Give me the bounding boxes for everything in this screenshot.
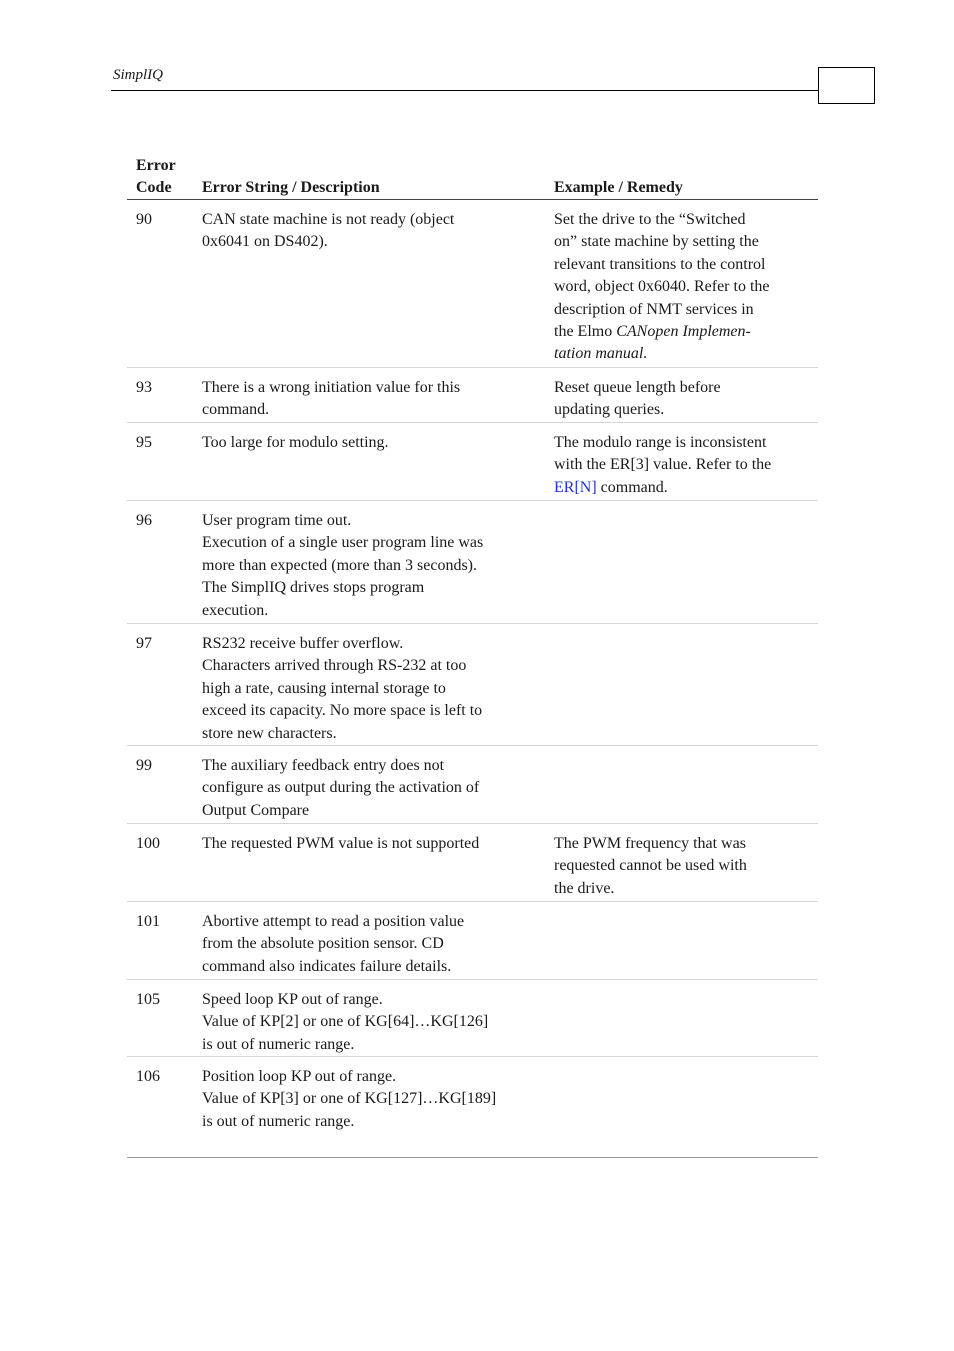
- remedy-line: relevant transitions to the control: [554, 255, 766, 273]
- description-line: CAN state machine is not ready (object: [202, 211, 455, 228]
- header-code-line1: Error: [136, 157, 176, 174]
- description-line: command.: [202, 401, 270, 419]
- table-header: [127, 150, 818, 200]
- error-code: 100: [136, 835, 160, 852]
- table-row: [127, 624, 818, 746]
- description-line: from the absolute position sensor. CD: [202, 935, 444, 953]
- error-code: 97: [136, 635, 152, 652]
- remedy-text: the Elmo: [554, 323, 617, 341]
- description-line: command also indicates failure details.: [202, 957, 452, 975]
- error-description: [202, 510, 542, 622]
- error-remedy: [554, 833, 816, 900]
- table-row: [127, 902, 818, 980]
- error-code: 90: [136, 211, 152, 228]
- header-remedy: Example / Remedy: [554, 179, 683, 196]
- description-line: Speed loop KP out of range.: [202, 991, 383, 1008]
- description-line: 0x6041 on DS402).: [202, 233, 328, 251]
- remedy-line: Reset queue length before: [554, 379, 721, 396]
- error-code: 96: [136, 512, 152, 529]
- description-line: Execution of a single user program line was: [202, 534, 484, 552]
- table-row: [127, 1057, 818, 1158]
- error-remedy: [554, 432, 816, 499]
- description-line: The requested PWM value is not supported: [202, 835, 480, 852]
- error-description: [202, 911, 542, 978]
- running-header-title: SimplIQ: [113, 67, 163, 83]
- error-description: [202, 377, 542, 422]
- er-n-command-link[interactable]: ER[N]: [554, 478, 597, 496]
- description-line: User program time out.: [202, 512, 352, 529]
- header-code-line2: Code: [136, 179, 172, 196]
- error-description: [202, 833, 542, 855]
- manual-title-italic: tation manual.: [554, 345, 648, 363]
- description-line: is out of numeric range.: [202, 1112, 355, 1130]
- table-row: [127, 423, 818, 501]
- description-line: Value of KP[2] or one of KG[64]…KG[126]: [202, 1013, 489, 1031]
- description-line: Output Compare: [202, 801, 310, 819]
- description-line: more than expected (more than 3 seconds).: [202, 556, 478, 574]
- table-row: [127, 368, 818, 423]
- remedy-line: description of NMT services in: [554, 300, 754, 318]
- error-remedy: [554, 209, 816, 366]
- description-line: execution.: [202, 601, 269, 619]
- remedy-line: The PWM frequency that was: [554, 835, 746, 852]
- error-code: 99: [136, 757, 152, 774]
- description-line: The SimplIQ drives stops program: [202, 579, 425, 597]
- header-error-code: [136, 155, 176, 199]
- page-number-box: [818, 67, 875, 104]
- error-description: [202, 755, 542, 822]
- remedy-line: the drive.: [554, 879, 615, 897]
- description-line: Abortive attempt to read a position value: [202, 913, 465, 930]
- remedy-line: word, object 0x6040. Refer to the: [554, 278, 770, 296]
- manual-title-italic: CANopen Implemen-: [616, 323, 751, 341]
- error-code: 105: [136, 991, 160, 1008]
- remedy-line: Set the drive to the “Switched: [554, 211, 746, 228]
- description-line: The auxiliary feedback entry does not: [202, 757, 445, 774]
- description-line: Characters arrived through RS-232 at too: [202, 657, 467, 675]
- error-code: 106: [136, 1068, 160, 1085]
- table-row: [127, 980, 818, 1057]
- description-line: store new characters.: [202, 724, 337, 742]
- description-line: high a rate, causing internal storage to: [202, 679, 446, 697]
- table-row: [127, 746, 818, 824]
- remedy-line: with the ER[3] value. Refer to the: [554, 456, 772, 474]
- description-line: exceed its capacity. No more space is left to: [202, 702, 483, 720]
- error-remedy: [554, 377, 816, 422]
- error-description: [202, 633, 542, 745]
- table-row: [127, 824, 818, 902]
- remedy-line: [554, 321, 816, 343]
- error-code: 101: [136, 913, 160, 930]
- description-line: There is a wrong initiation value for this: [202, 379, 461, 396]
- remedy-line: updating queries.: [554, 401, 665, 419]
- description-line: RS232 receive buffer overflow.: [202, 635, 404, 652]
- error-description: [202, 432, 542, 454]
- table-row: [127, 200, 818, 368]
- description-line: is out of numeric range.: [202, 1035, 355, 1053]
- error-code-table: [127, 150, 818, 1158]
- error-description: [202, 989, 542, 1056]
- remedy-line: The modulo range is inconsistent: [554, 434, 767, 451]
- remedy-text: command.: [596, 478, 668, 496]
- header-rule: [111, 90, 819, 91]
- description-line: Position loop KP out of range.: [202, 1068, 397, 1085]
- header-description: Error String / Description: [202, 179, 380, 196]
- remedy-line: [554, 477, 816, 499]
- error-description: [202, 1066, 542, 1133]
- remedy-line: on” state machine by setting the: [554, 233, 759, 251]
- description-line: Too large for modulo setting.: [202, 434, 389, 451]
- description-line: Value of KP[3] or one of KG[127]…KG[189]: [202, 1090, 497, 1108]
- description-line: configure as output during the activation of: [202, 779, 480, 797]
- remedy-line: requested cannot be used with: [554, 857, 747, 875]
- error-code: 93: [136, 379, 152, 396]
- table-row: [127, 501, 818, 624]
- error-code: 95: [136, 434, 152, 451]
- error-description: [202, 209, 542, 254]
